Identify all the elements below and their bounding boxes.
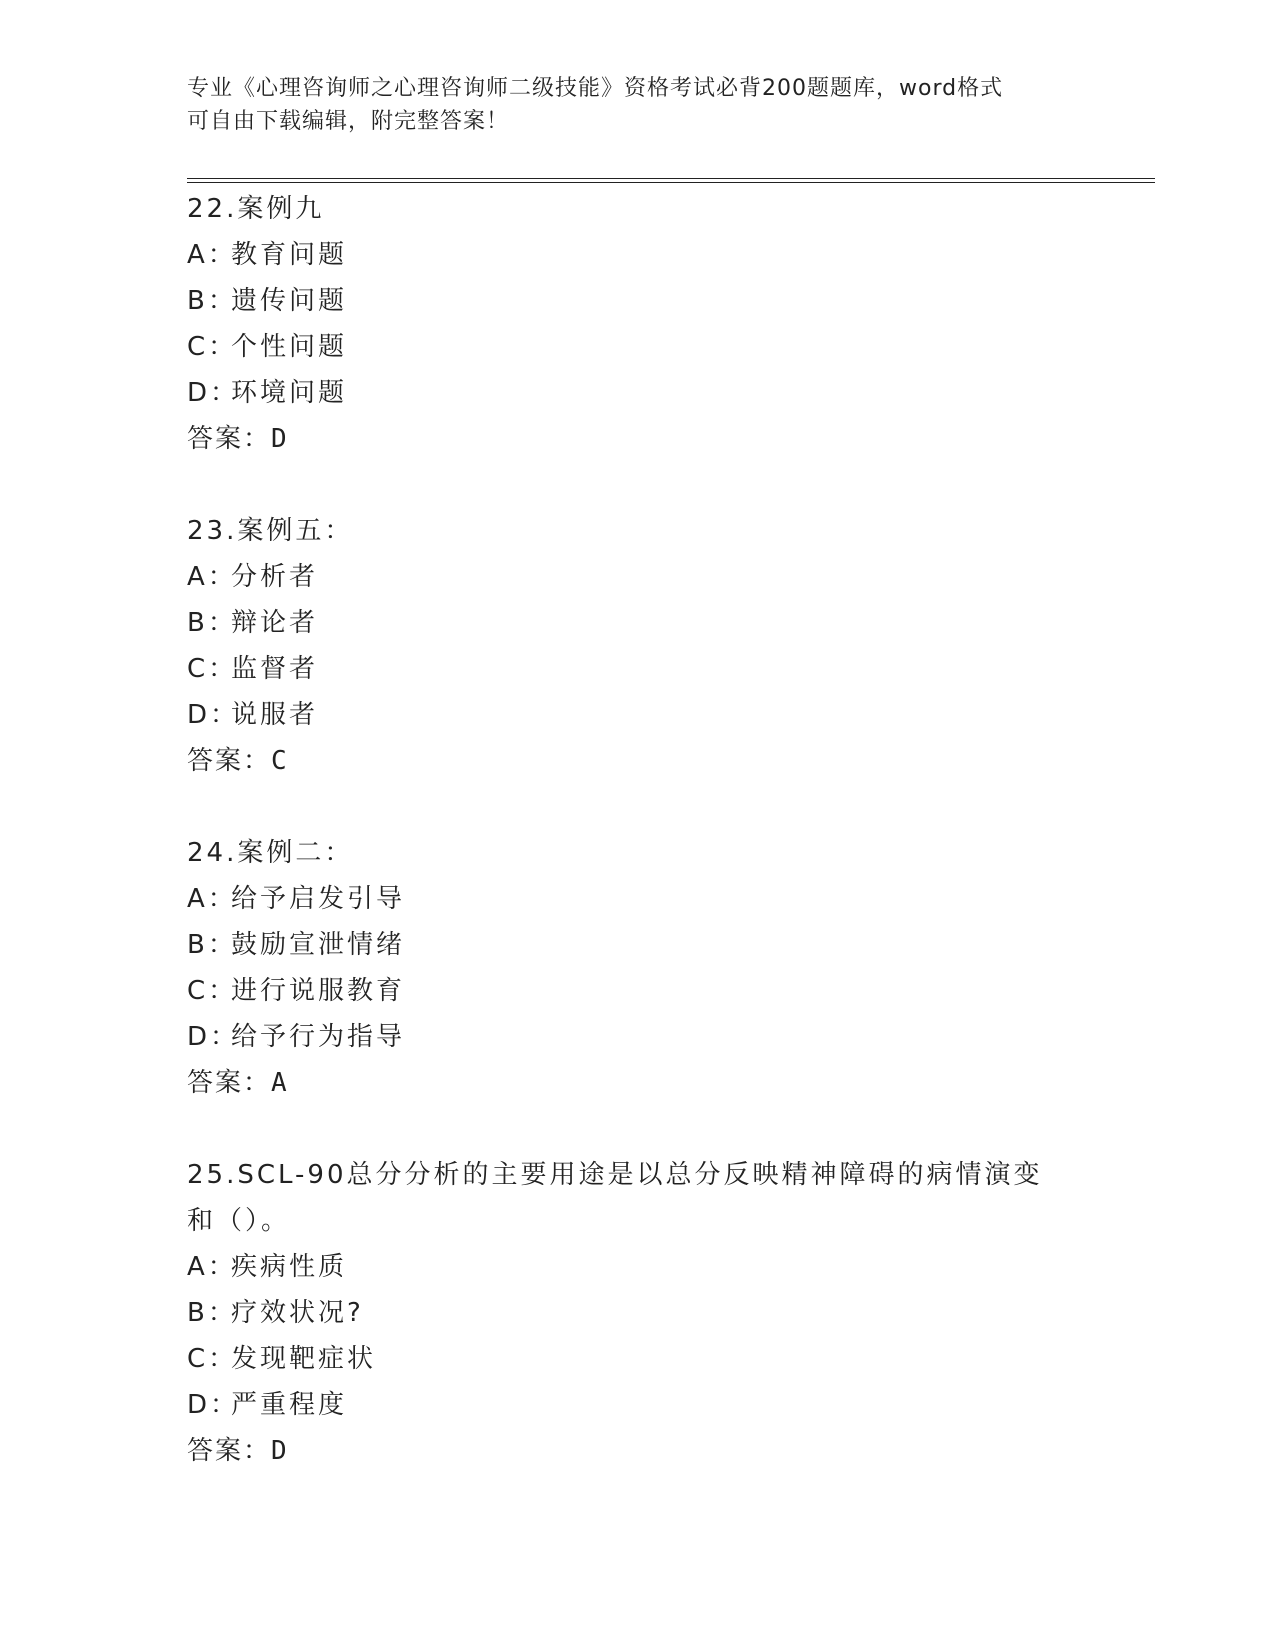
option-letter: B：	[187, 930, 237, 960]
option-letter: B：	[187, 608, 237, 638]
question-25	[187, 1152, 1087, 1474]
option-b	[187, 600, 1087, 646]
question-stem: 22.案例九	[187, 194, 325, 224]
option-d	[187, 1014, 1087, 1060]
option-text: 教育问题	[231, 240, 348, 270]
option-text: 遗传问题	[231, 286, 348, 316]
option-text: 说服者	[231, 700, 319, 730]
option-text: 进行说服教育	[231, 976, 406, 1006]
option-c	[187, 646, 1087, 692]
option-b	[187, 278, 1087, 324]
header-divider-top	[187, 178, 1155, 179]
option-text: 给予启发引导	[231, 884, 406, 914]
answer-label: 答案：	[187, 424, 272, 454]
header-divider-bottom	[187, 182, 1155, 183]
option-d	[187, 692, 1087, 738]
answer-label: 答案：	[187, 1436, 272, 1466]
option-text: 发现靶症状	[231, 1344, 377, 1374]
option-text: 鼓励宣泄情绪	[231, 930, 406, 960]
question-stem: 23.案例五：	[187, 516, 354, 546]
answer-value: A	[271, 1068, 288, 1098]
option-letter: D：	[187, 700, 240, 730]
option-text: 分析者	[231, 562, 319, 592]
option-letter: A：	[187, 562, 237, 592]
option-text: 监督者	[231, 654, 319, 684]
option-c	[187, 324, 1087, 370]
question-23	[187, 508, 1087, 784]
option-letter: C：	[187, 654, 238, 684]
option-b	[187, 922, 1087, 968]
option-a	[187, 876, 1087, 922]
option-d	[187, 1382, 1087, 1428]
option-text: 疾病性质	[231, 1252, 348, 1282]
answer-line	[187, 1428, 1087, 1474]
question-stem: 24.案例二：	[187, 838, 354, 868]
option-letter: D：	[187, 378, 240, 408]
option-letter: D：	[187, 1022, 240, 1052]
answer-value: D	[271, 1436, 288, 1466]
option-letter: A：	[187, 240, 237, 270]
option-letter: C：	[187, 332, 238, 362]
option-c	[187, 1336, 1087, 1382]
answer-label: 答案：	[187, 1068, 272, 1098]
option-letter: B：	[187, 1298, 237, 1328]
answer-line	[187, 1060, 1087, 1106]
header-line-1: 专业《心理咨询师之心理咨询师二级技能》资格考试必背200题题库，word格式	[187, 76, 1004, 101]
answer-line	[187, 416, 1087, 462]
option-letter: D：	[187, 1390, 240, 1420]
answer-label: 答案：	[187, 746, 272, 776]
option-text: 个性问题	[231, 332, 348, 362]
option-text: 给予行为指导	[231, 1022, 406, 1052]
option-text: 辩论者	[231, 608, 319, 638]
option-letter: B：	[187, 286, 237, 316]
option-letter: A：	[187, 884, 237, 914]
answer-line	[187, 738, 1087, 784]
question-stem: 25.SCL-90总分分析的主要用途是以总分反映精神障碍的病情演变和（）。	[187, 1160, 1043, 1236]
option-text: 严重程度	[231, 1390, 348, 1420]
option-a	[187, 554, 1087, 600]
option-letter: C：	[187, 1344, 238, 1374]
document-header	[187, 72, 1087, 138]
option-letter: A：	[187, 1252, 237, 1282]
option-a	[187, 232, 1087, 278]
option-c	[187, 968, 1087, 1014]
option-a	[187, 1244, 1087, 1290]
header-line-2: 可自由下载编辑，附完整答案！	[187, 109, 510, 134]
option-text: 疗效状况?	[231, 1298, 364, 1328]
question-24	[187, 830, 1087, 1106]
option-letter: C：	[187, 976, 238, 1006]
option-b	[187, 1290, 1087, 1336]
answer-value: D	[271, 424, 288, 454]
answer-value: C	[271, 746, 288, 776]
question-22	[187, 186, 1087, 462]
option-d	[187, 370, 1087, 416]
option-text: 环境问题	[231, 378, 348, 408]
